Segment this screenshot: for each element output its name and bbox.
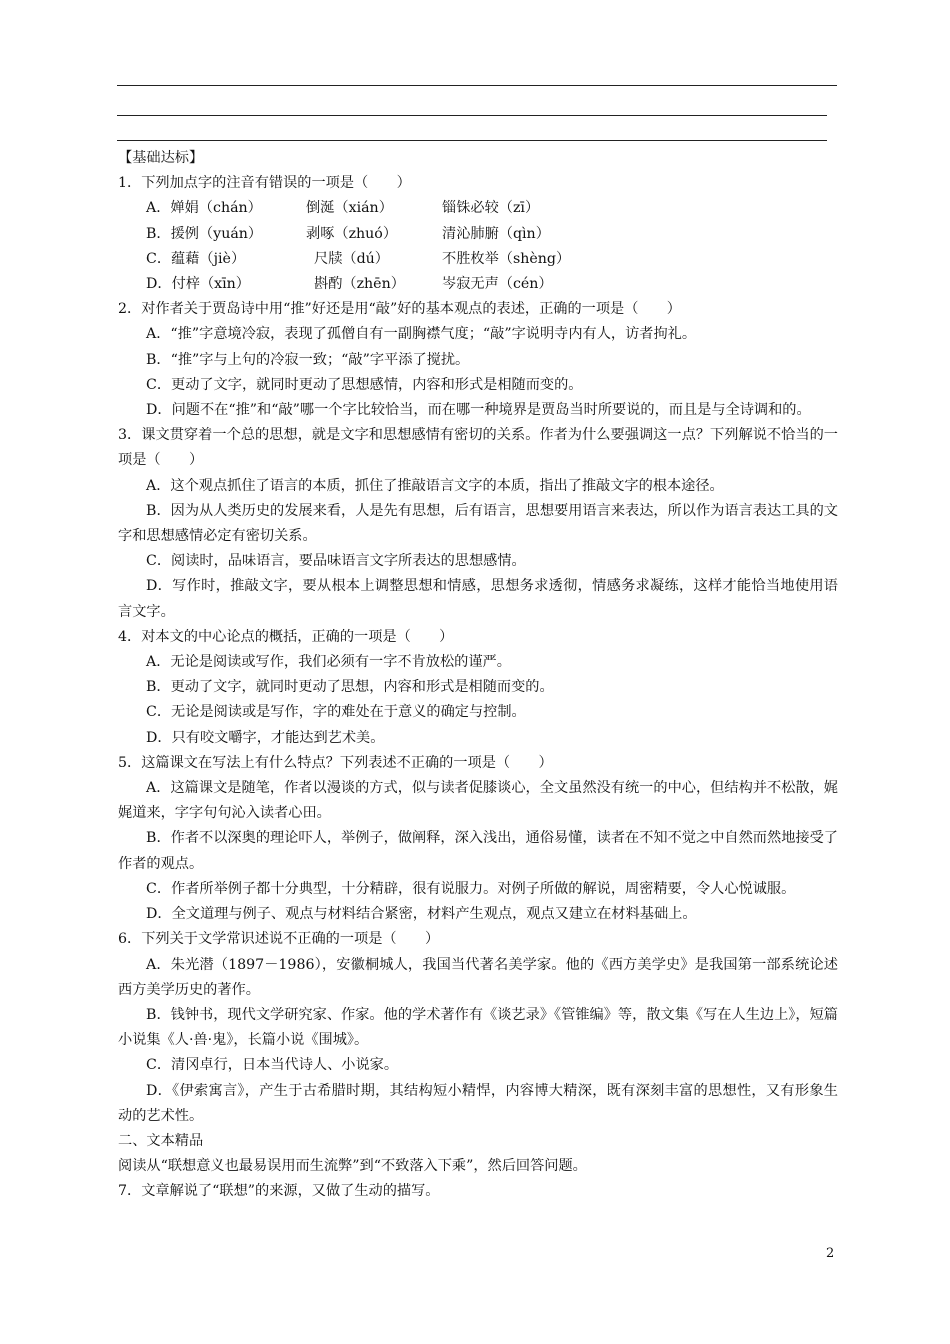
question-1-option-row-b bbox=[118, 222, 838, 247]
option-cell: A．婵娟（chán） bbox=[146, 200, 262, 217]
option-cell: 岑寂无声（cén） bbox=[442, 276, 553, 293]
option-cell: C．蕴藉（jiè） bbox=[146, 250, 246, 267]
option-cell: 锱铢必较（zī） bbox=[442, 200, 540, 217]
question-2-option-a: A．“推”字意境冷寂，表现了孤僧自有一副胸襟气度；“敲”字说明寺内有人，访者拘礼。 bbox=[146, 326, 697, 343]
option-cell: 剥啄（zhuó） bbox=[306, 225, 398, 242]
question-2-option-c: C．更动了文字，就同时更动了思想感情，内容和形式是相随而变的。 bbox=[146, 376, 583, 393]
question-1-option-row-a bbox=[118, 196, 838, 221]
question-5-option-b: B．作者不以深奥的理论吓人，举例子，做阐释，深入浅出，通俗易懂，读者在不知不觉之中自然而然地接受了作者的观点。 bbox=[118, 830, 838, 872]
question-1-option-row-d bbox=[118, 272, 838, 297]
question-4-option-a: A．无论是阅读或写作，我们必须有一字不肯放松的谨严。 bbox=[146, 654, 511, 671]
option-cell: 倒涎（xián） bbox=[306, 200, 393, 217]
page-number: 2 bbox=[826, 1246, 835, 1261]
section-title: 【基础达标】 bbox=[118, 150, 204, 166]
question-7-stem: 7．文章解说了“联想”的来源，又做了生动的描写。 bbox=[118, 1183, 440, 1200]
question-4-option-c: C．无论是阅读或是写作，字的难处在于意义的确定与控制。 bbox=[146, 704, 526, 721]
question-4-stem: 4．对本文的中心论点的概括，正确的一项是（ ） bbox=[118, 628, 454, 645]
section-2-title: 二、文本精品 bbox=[118, 1132, 204, 1149]
question-3-option-c: C．阅读时，品味语言，要品味语言文字所表达的思想感情。 bbox=[146, 553, 526, 570]
option-cell: D．付梓（xīn） bbox=[146, 276, 250, 293]
option-cell: B．援例（yuán） bbox=[146, 225, 263, 242]
question-2-option-b: B．“推”字与上句的冷寂一致；“敲”字平添了搅扰。 bbox=[146, 351, 470, 368]
question-3-option-d: D．写作时，推敲文字，要从根本上调整思想和情感，思想务求透彻，情感务求凝练，这样才能恰当地使用语言文字。 bbox=[118, 578, 838, 620]
question-6-option-a: A．朱光潜（1897－1986），安徽桐城人，我国当代著名美学家。他的《西方美学史》是我国第一部系统论述西方美学历史的著作。 bbox=[118, 956, 838, 998]
question-2-stem: 2．对作者关于贾岛诗中用“推”好还是用“敲”好的基本观点的表述，正确的一项是（ ） bbox=[118, 301, 681, 318]
question-5-stem: 5．这篇课文在写法上有什么特点？下列表述不正确的一项是（ ） bbox=[118, 754, 553, 771]
question-1-option-row-c bbox=[118, 247, 838, 272]
question-6-option-d: D．《伊索寓言》，产生于古希腊时期，其结构短小精悍，内容博大精深，既有深刻丰富的思想性，又有形象生动的艺术性。 bbox=[118, 1082, 838, 1124]
question-3-stem: 3．课文贯穿着一个总的思想，就是文字和思想感情有密切的关系。作者为什么要强调这一点？下列解说不恰当的一项是（ ） bbox=[118, 427, 838, 469]
question-3-option-a: A．这个观点抓住了语言的本质，抓住了推敲语言文字的本质，指出了推敲文字的根本途径。 bbox=[146, 477, 724, 494]
question-5-option-c: C．作者所举例子都十分典型，十分精辟，很有说服力。对例子所做的解说，周密精要，令人心悦诚服。 bbox=[146, 880, 796, 897]
question-4-option-d: D．只有咬文嚼字，才能达到艺术美。 bbox=[146, 729, 385, 746]
question-1-stem: 1．下列加点字的注音有错误的一项是（ ） bbox=[118, 175, 411, 192]
question-2-option-d: D．问题不在“推”和“敲”哪一个字比较恰当，而在哪一种境界是贾岛当时所要说的，而且是与全诗调和的。 bbox=[146, 402, 811, 419]
worksheet-content bbox=[118, 146, 838, 1205]
question-6-option-b: B．钱钟书，现代文学研究家、作家。他的学术著作有《谈艺录》《管锥编》等，散文集《写在人生边上》，短篇小说集《人·兽·鬼》，长篇小说《围城》。 bbox=[118, 1006, 838, 1049]
answer-line-2 bbox=[117, 115, 827, 116]
answer-line-1 bbox=[117, 85, 837, 86]
question-5-option-a: A．这篇课文是随笔，作者以漫谈的方式，似与读者促膝谈心，全文虽然没有统一的中心，但结构并不松散，娓娓道来，字字句句沁入读者心田。 bbox=[118, 780, 838, 822]
question-5-option-d: D．全文道理与例子、观点与材料结合紧密，材料产生观点，观点又建立在材料基础上。 bbox=[146, 906, 697, 923]
section-2-intro: 阅读从“联想意义也最易误用而生流弊”到“不致落入下乘”，然后回答问题。 bbox=[118, 1158, 587, 1175]
option-cell: 斟酌（zhēn） bbox=[314, 276, 405, 293]
question-6-stem: 6．下列关于文学常识述说不正确的一项是（ ） bbox=[118, 931, 440, 948]
option-cell: 不胜枚举（shèng） bbox=[442, 250, 571, 267]
option-cell: 尺牍（dú） bbox=[314, 250, 389, 267]
answer-line-3 bbox=[117, 140, 827, 141]
question-3-option-b: B．因为从人类历史的发展来看，人是先有思想，后有语言，思想要用语言来表达，所以作为语言表达工具的文字和思想感情必定有密切关系。 bbox=[118, 502, 838, 545]
question-6-option-c: C．清冈卓行，日本当代诗人、小说家。 bbox=[146, 1057, 399, 1074]
question-4-option-b: B．更动了文字，就同时更动了思想，内容和形式是相随而变的。 bbox=[146, 679, 554, 696]
option-cell: 清沁肺腑（qìn） bbox=[442, 225, 550, 242]
